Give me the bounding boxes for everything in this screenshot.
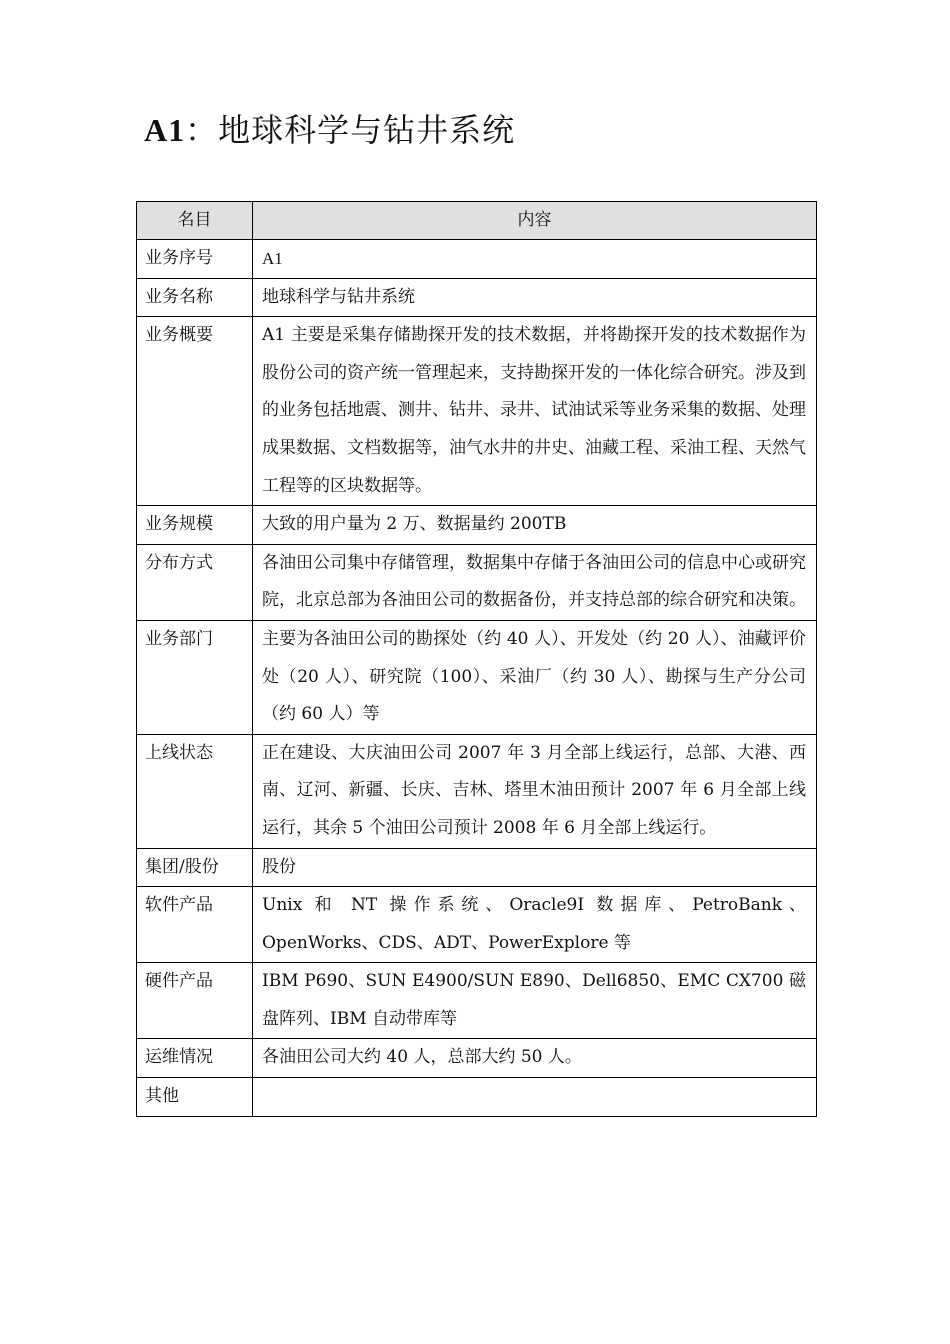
table-row (137, 317, 817, 506)
table-row (137, 506, 817, 545)
row-value (253, 1078, 817, 1117)
row-key: 业务名称 (137, 278, 253, 317)
table-header-row (137, 202, 817, 240)
table-row (137, 544, 817, 620)
row-key: 软件产品 (137, 887, 253, 963)
page-title (144, 108, 515, 152)
table-row (137, 887, 817, 963)
row-value: A1 主要是采集存储勘探开发的技术数据，并将勘探开发的技术数据作为股份公司的资产统一管理起来，支持勘探开发的一体化综合研究。涉及到的业务包括地震、测井、钻井、录井、试油试采等业务采集的数据、处理成果数据、文档数据等，油气水井的井史、油藏工程、采油工程、天然气工程等的区块数据等。 (253, 317, 817, 506)
row-value: IBM P690、SUN E4900/SUN E890、Dell6850、EMC CX700 磁盘阵列、IBM 自动带库等 (253, 963, 817, 1039)
header-item: 名目 (137, 202, 253, 240)
row-value: 正在建设、大庆油田公司 2007 年 3 月全部上线运行，总部、大港、西南、辽河、新疆、长庆、吉林、塔里木油田预计 2007 年 6 月全部上线运行，其余 5 个油田公司预计 2008 年 6 月全部上线运行。 (253, 734, 817, 848)
table-row (137, 848, 817, 887)
row-value: 大致的用户量为 2 万、数据量约 200TB (253, 506, 817, 545)
row-value: Unix 和 NT 操作系统、Oracle9I 数据库、PetroBank、OpenWorks、CDS、ADT、PowerExplore 等 (253, 887, 817, 963)
table-row (137, 1078, 817, 1117)
table-row (137, 963, 817, 1039)
row-key: 上线状态 (137, 734, 253, 848)
row-value: 主要为各油田公司的勘探处（约 40 人）、开发处（约 20 人）、油藏评价处（20 人）、研究院（100）、采油厂（约 30 人）、勘探与生产分公司（约 60 人）等 (253, 620, 817, 734)
row-key: 运维情况 (137, 1039, 253, 1078)
row-key: 业务规模 (137, 506, 253, 545)
title-code: A1 (144, 112, 186, 148)
row-value: 地球科学与钻井系统 (253, 278, 817, 317)
title-name: 地球科学与钻井系统 (218, 111, 516, 149)
row-key: 分布方式 (137, 544, 253, 620)
table-row (137, 734, 817, 848)
row-key: 业务概要 (137, 317, 253, 506)
row-value: 各油田公司集中存储管理，数据集中存储于各油田公司的信息中心或研究院，北京总部为各油田公司的数据备份，并支持总部的综合研究和决策。 (253, 544, 817, 620)
row-key: 集团/股份 (137, 848, 253, 887)
row-value: 各油田公司大约 40 人，总部大约 50 人。 (253, 1039, 817, 1078)
info-table (136, 201, 817, 1117)
table-row (137, 278, 817, 317)
table-row (137, 1039, 817, 1078)
row-key: 硬件产品 (137, 963, 253, 1039)
header-content: 内容 (253, 202, 817, 240)
row-value: A1 (253, 240, 817, 279)
title-separator: ： (185, 111, 219, 149)
row-key: 业务部门 (137, 620, 253, 734)
row-key: 其他 (137, 1078, 253, 1117)
row-key: 业务序号 (137, 240, 253, 279)
table-row (137, 240, 817, 279)
table-row (137, 620, 817, 734)
row-value: 股份 (253, 848, 817, 887)
